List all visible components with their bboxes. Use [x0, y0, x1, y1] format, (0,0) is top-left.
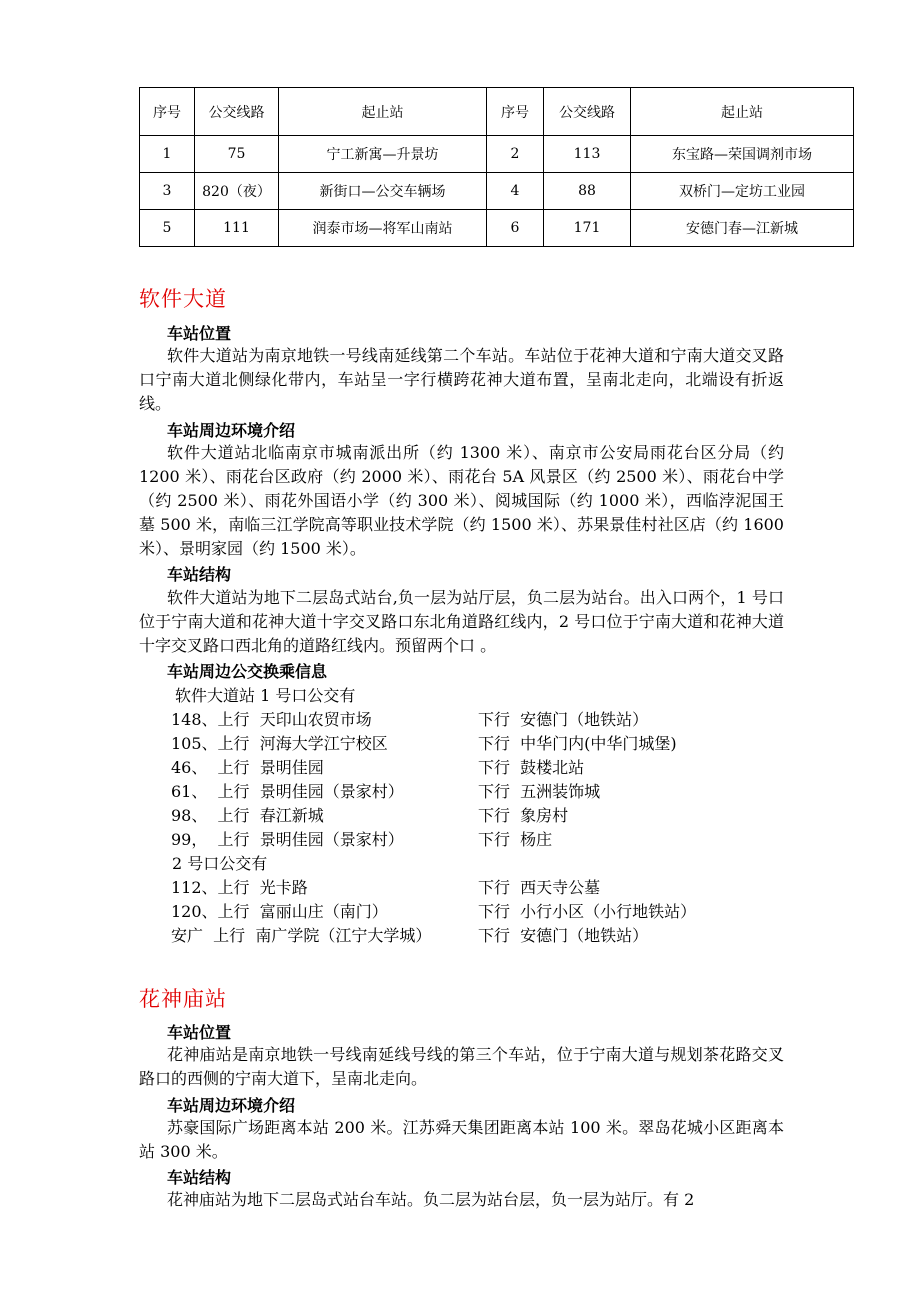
- paragraph-surroundings: 苏豪国际广场距离本站 200 米。江苏舜天集团距离本站 100 米。翠岛花城小区距离本站 300 米。: [139, 1118, 784, 1161]
- subheading-bus-transfer: 车站周边公交换乘信息: [167, 662, 328, 681]
- subheading-station-structure: 车站结构: [167, 565, 232, 584]
- paragraph-station-structure: 花神庙站为地下二层岛式站台车站。负二层为站台层，负一层为站厅。有 2: [167, 1190, 695, 1209]
- paragraph-station-location: 花神庙站是南京地铁一号线南延线号线的第三个车站，位于宁南大道与规划茶花路交叉路口的西侧的宁南大道下，呈南北走向。: [139, 1045, 784, 1088]
- bus-route-table: [139, 87, 854, 247]
- table-cell: 1: [140, 136, 195, 173]
- bus-route-downbound: 下行 五洲装饰城: [478, 782, 601, 801]
- subheading-surroundings: 车站周边环境介绍: [167, 1096, 296, 1115]
- bus-route-upbound: 99， 上行 景明佳园（景家村）: [171, 830, 404, 849]
- table-header-cell: 序号: [140, 88, 195, 136]
- table-cell: 4: [487, 173, 544, 210]
- table-cell: 润泰市场—将军山南站: [279, 210, 487, 247]
- bus-route-downbound: 下行 中华门内(中华门城堡): [478, 734, 677, 753]
- table-row: [140, 173, 854, 210]
- subheading-station-structure: 车站结构: [167, 1168, 232, 1187]
- table-cell: 111: [195, 210, 279, 247]
- table-row: [140, 210, 854, 247]
- bus-route-downbound: 下行 鼓楼北站: [478, 758, 585, 777]
- bus-route-upbound: 120、上行 富丽山庄（南门）: [171, 902, 388, 921]
- subheading-station-location: 车站位置: [167, 1023, 232, 1042]
- table-cell: 3: [140, 173, 195, 210]
- table-cell: 820（夜）: [195, 173, 279, 210]
- bus-route-downbound: 下行 安德门（地铁站）: [478, 710, 649, 729]
- table-header-cell: 起止站: [631, 88, 854, 136]
- bus-route-upbound: 98、 上行 春江新城: [171, 806, 324, 825]
- bus-route-downbound: 下行 西天寺公墓: [478, 878, 601, 897]
- table-cell: 安德门春—江新城: [631, 210, 854, 247]
- bus-route-downbound: 下行 安德门（地铁站）: [478, 926, 649, 945]
- table-header-cell: 起止站: [279, 88, 487, 136]
- table-cell: 6: [487, 210, 544, 247]
- bus-route-upbound: 46、 上行 景明佳园: [171, 758, 324, 777]
- table-cell: 东宝路—荣国调剂市场: [631, 136, 854, 173]
- section-title-huashenmiao: 花神庙站: [139, 987, 227, 1011]
- table-header-row: [140, 88, 854, 136]
- subheading-surroundings: 车站周边环境介绍: [167, 421, 296, 440]
- table-cell: 5: [140, 210, 195, 247]
- bus-route-upbound: 61、 上行 景明佳园（景家村）: [171, 782, 404, 801]
- table-cell: 双桥门—定坊工业园: [631, 173, 854, 210]
- table-header-cell: 公交线路: [195, 88, 279, 136]
- paragraph-station-location: 软件大道站为南京地铁一号线南延线第二个车站。车站位于花神大道和宁南大道交叉路口宁南大道北侧绿化带内，车站呈一字行横跨花神大道布置，呈南北走向，北端设有折返线。: [139, 346, 784, 413]
- table-cell: 113: [544, 136, 631, 173]
- subheading-station-location: 车站位置: [167, 324, 232, 343]
- table-row: [140, 136, 854, 173]
- bus-route-downbound: 下行 小行小区（小行地铁站）: [478, 902, 697, 921]
- exit2-bus-label: 2 号口公交有: [172, 854, 268, 873]
- bus-route-upbound: 安广 上行 南广学院（江宁大学城）: [171, 926, 432, 945]
- table-cell: 2: [487, 136, 544, 173]
- table-cell: 宁工新寓—升景坊: [279, 136, 487, 173]
- paragraph-station-structure: 软件大道站为地下二层岛式站台,负一层为站厅层，负二层为站台。出入口两个，1 号口位于宁南大道和花神大道十字交叉路口东北角道路红线内，2 号口位于宁南大道和花神大道十字交叉路口西北角的道路红线内。预留两个口 。: [139, 588, 784, 655]
- paragraph-surroundings: 软件大道站北临南京市城南派出所（约 1300 米）、南京市公安局雨花台区分局（约 1200 米）、雨花台区政府（约 2000 米）、雨花台 5A 风景区（约 2500 米）、雨花台中学（约 2500 米）、雨花外国语小学（约 300 米）、阅城国际（约 1000 米），西临浡泥国王墓 500 米，南临三江学院高等职业技术学院（约 1500 米）、苏果景佳村社区店（约 1600 米）、景明家园（约 1500 米）。: [139, 443, 784, 558]
- table-cell: 171: [544, 210, 631, 247]
- bus-route-upbound: 105、上行 河海大学江宁校区: [171, 734, 388, 753]
- bus-route-downbound: 下行 象房村: [478, 806, 569, 825]
- table-cell: 88: [544, 173, 631, 210]
- bus-route-downbound: 下行 杨庄: [478, 830, 553, 849]
- bus-route-upbound: 148、上行 天印山农贸市场: [171, 710, 372, 729]
- table-cell: 75: [195, 136, 279, 173]
- table-cell: 新街口—公交车辆场: [279, 173, 487, 210]
- bus-route-upbound: 112、上行 光卡路: [171, 878, 308, 897]
- table-header-cell: 公交线路: [544, 88, 631, 136]
- section-title-software-avenue: 软件大道: [139, 287, 227, 311]
- exit1-bus-label: 软件大道站 1 号口公交有: [175, 686, 356, 705]
- table-header-cell: 序号: [487, 88, 544, 136]
